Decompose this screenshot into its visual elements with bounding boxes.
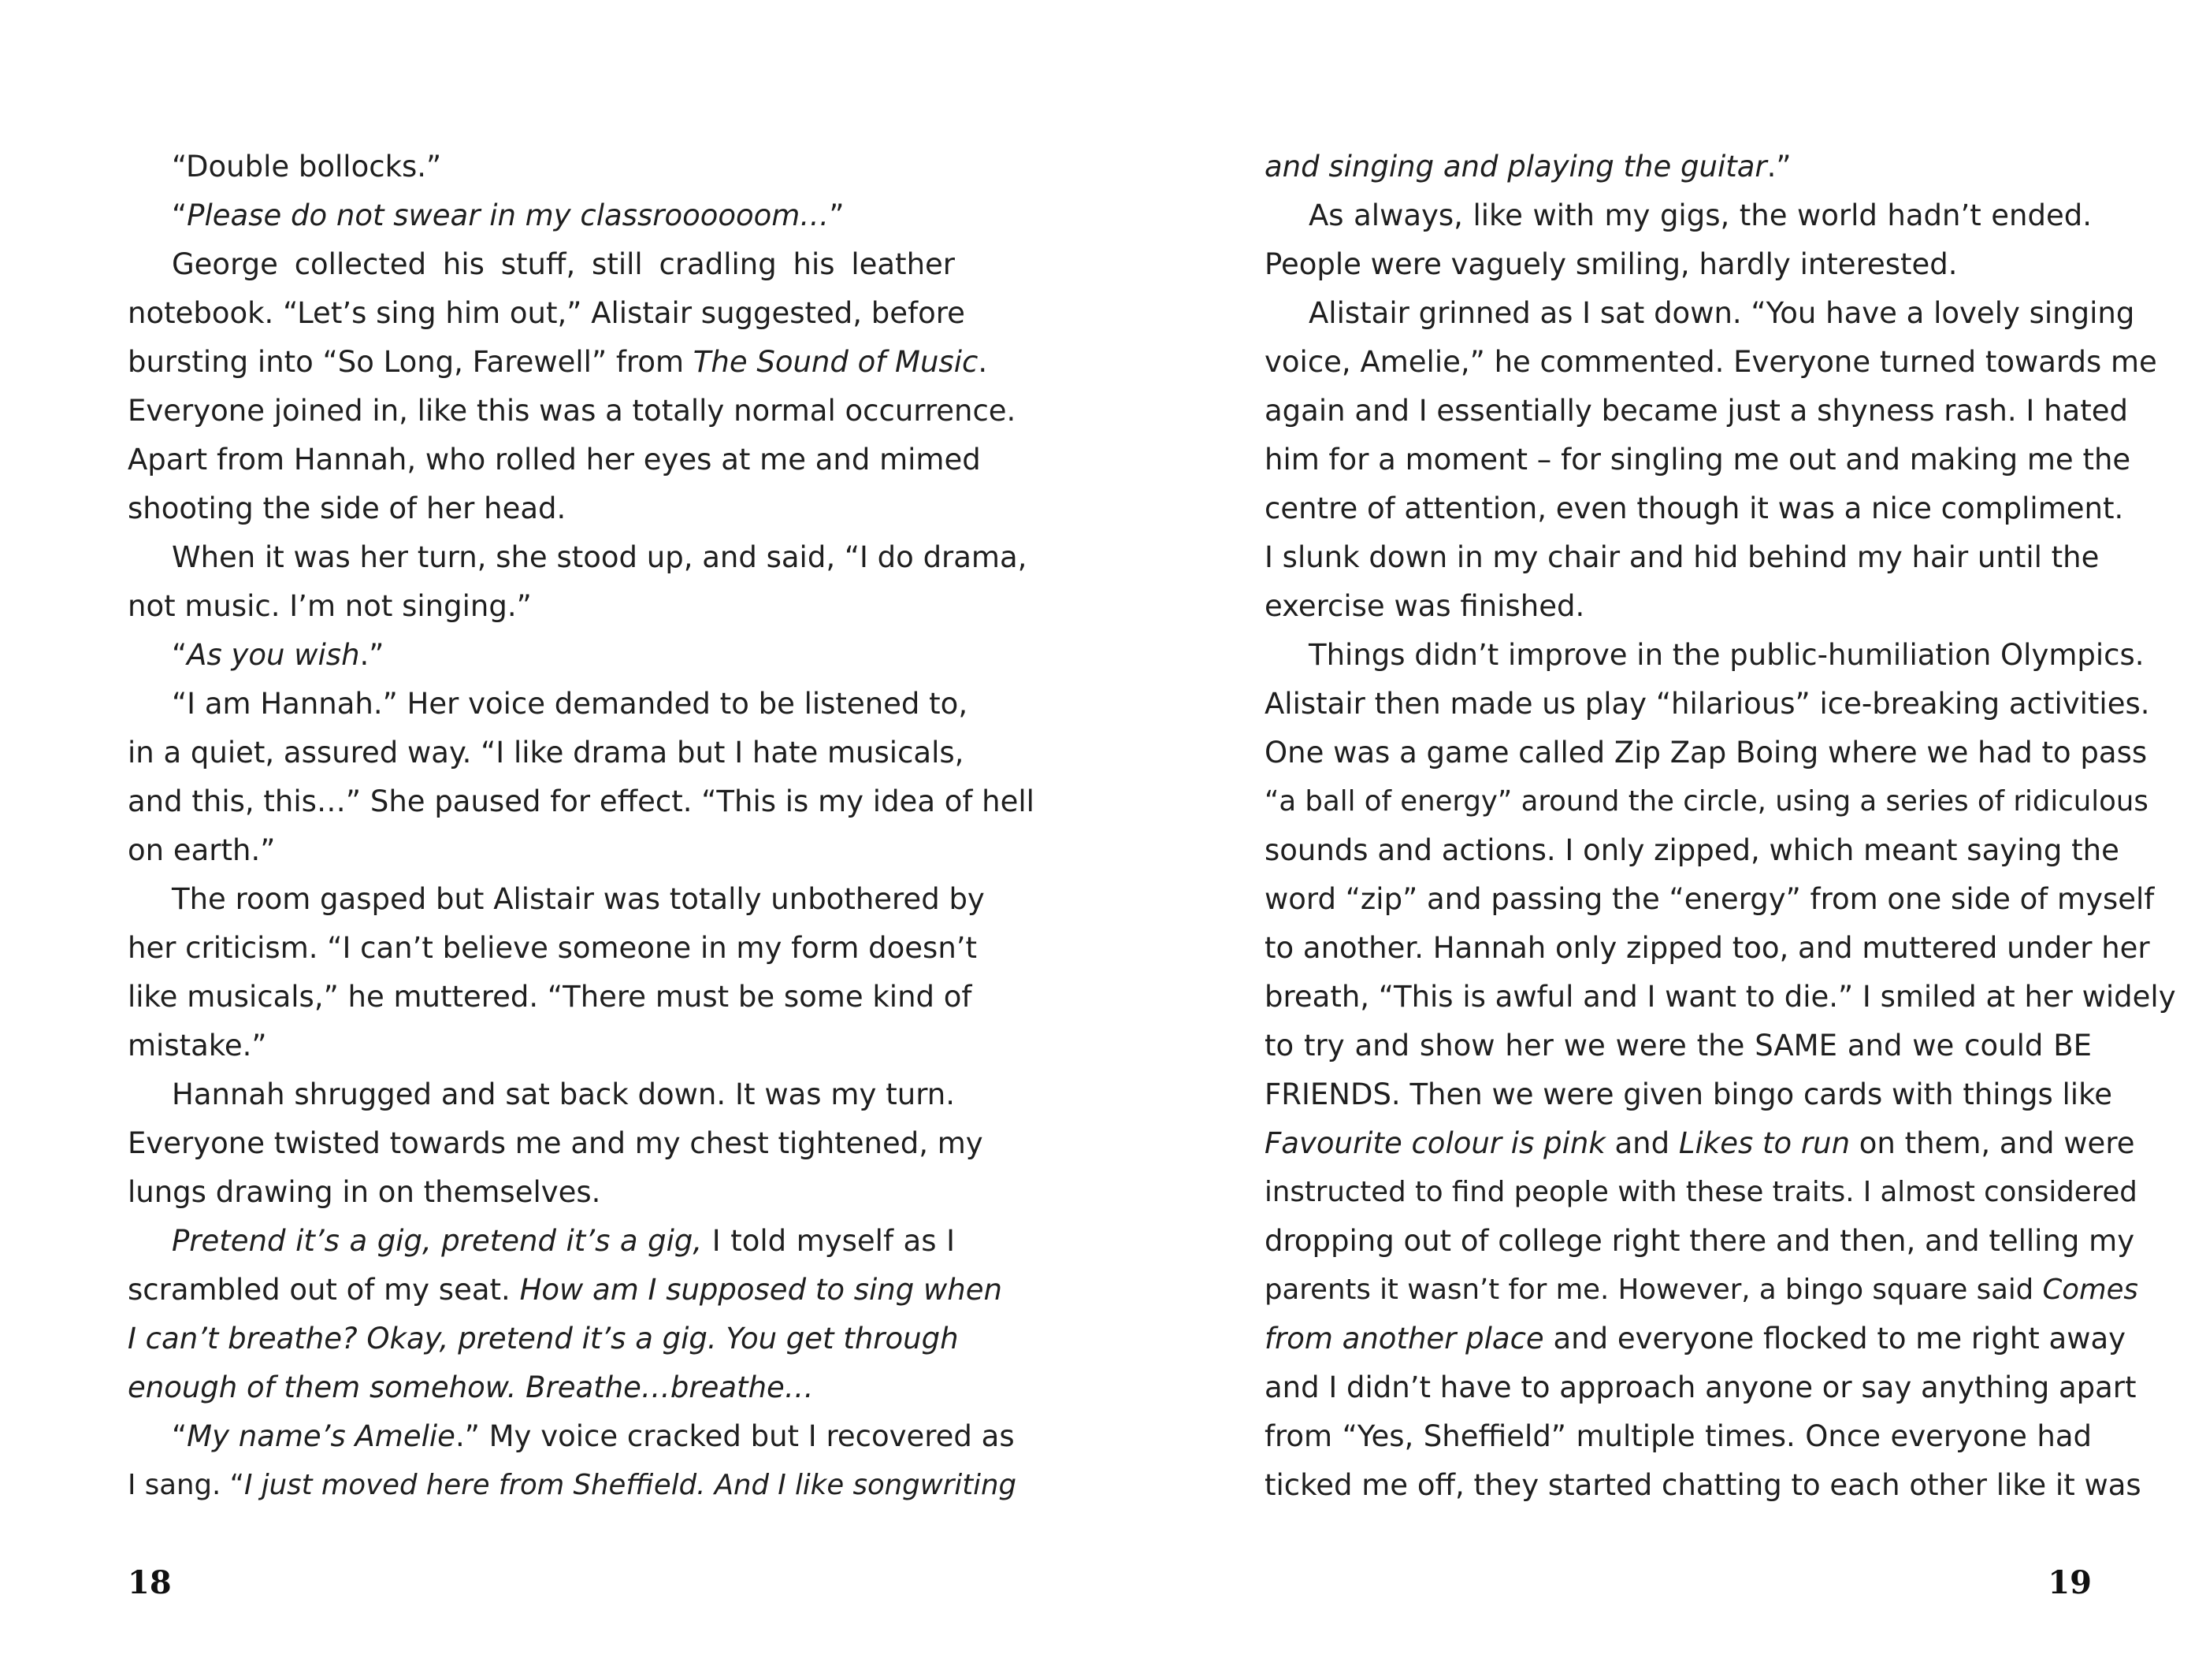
text-run: dropping out of college right there and then, and telling my bbox=[1265, 1224, 2135, 1258]
text-line bbox=[128, 436, 981, 484]
text-line bbox=[128, 777, 1034, 826]
text-run: Alistair grinned as I sat down. “You have a lovely singing bbox=[1309, 296, 2135, 330]
text-run: Things didn’t improve in the public-humiliation Olympics. bbox=[1309, 638, 2145, 672]
text-line bbox=[128, 240, 955, 289]
text-run: exercise was finished. bbox=[1265, 589, 1585, 623]
text-line bbox=[1265, 924, 2150, 973]
text-line bbox=[1265, 484, 2124, 533]
text-run: breath, “This is awful and I want to die.” I smiled at her widely bbox=[1265, 980, 2176, 1014]
text-line bbox=[128, 1412, 1015, 1461]
text-line bbox=[1265, 289, 2135, 338]
text-line bbox=[1265, 680, 2150, 729]
italic-text-run: I just moved here from Sheffield. And I like songwriting bbox=[244, 1469, 1017, 1501]
text-run: I sang. “ bbox=[128, 1469, 244, 1501]
italic-text-run: Please do not swear in my classroooooom… bbox=[187, 198, 830, 232]
text-line bbox=[1265, 436, 2131, 484]
text-line bbox=[1265, 1363, 2137, 1412]
text-run: Everyone joined in, like this was a totally normal occurrence. bbox=[128, 394, 1016, 428]
text-line bbox=[1265, 191, 2092, 240]
text-line bbox=[128, 729, 964, 777]
text-line bbox=[1265, 1315, 2126, 1363]
text-run: The room gasped but Alistair was totally unbothered by bbox=[172, 882, 985, 916]
italic-text-run: enough of them somehow. Breathe…breathe… bbox=[128, 1370, 814, 1404]
text-line bbox=[128, 191, 955, 240]
text-line bbox=[1265, 338, 2157, 387]
text-run: As always, like with my gigs, the world hadn’t ended. bbox=[1309, 198, 2092, 232]
text-line bbox=[1265, 1461, 2141, 1510]
text-run: shooting the side of her head. bbox=[128, 491, 566, 525]
text-line bbox=[128, 1070, 955, 1119]
text-line bbox=[1265, 1070, 2112, 1119]
text-run: Hannah shrugged and sat back down. It was my turn. bbox=[172, 1077, 955, 1111]
text-run: and everyone flocked to me right away bbox=[1543, 1322, 2126, 1355]
text-run: centre of attention, even though it was a nice compliment. bbox=[1265, 491, 2124, 525]
text-run: . bbox=[978, 345, 988, 379]
text-line bbox=[128, 680, 968, 729]
text-line bbox=[1265, 777, 2148, 826]
text-run: like musicals,” he muttered. “There must be some kind of bbox=[128, 980, 972, 1014]
text-line bbox=[128, 533, 1027, 582]
text-run: Alistair then made us play “hilarious” ice-breaking activities. bbox=[1265, 687, 2150, 721]
text-line bbox=[128, 1461, 1017, 1510]
italic-text-run: The Sound of Music bbox=[693, 345, 979, 379]
text-line bbox=[1265, 973, 2176, 1022]
text-run: George collected his stuff, still cradling his leather bbox=[172, 247, 955, 281]
text-line bbox=[1265, 1412, 2092, 1461]
page-number: 19 bbox=[2048, 1564, 2092, 1601]
text-run: I told myself as I bbox=[702, 1224, 955, 1258]
page-number: 18 bbox=[128, 1564, 172, 1601]
text-run: lungs drawing in on themselves. bbox=[128, 1175, 601, 1209]
text-line bbox=[128, 387, 1016, 436]
text-run: Everyone twisted towards me and my chest tightened, my bbox=[128, 1126, 983, 1160]
text-line bbox=[128, 143, 955, 191]
text-run: ” bbox=[829, 198, 845, 232]
text-line bbox=[128, 826, 955, 875]
text-line bbox=[128, 973, 972, 1022]
text-run: mistake.” bbox=[128, 1029, 267, 1063]
text-run: her criticism. “I can’t believe someone in my form doesn’t bbox=[128, 931, 978, 965]
text-run: and this, this…” She paused for effect. “This is my idea of hell bbox=[128, 784, 1034, 818]
text-run: in a quiet, assured way. “I like drama but I hate musicals, bbox=[128, 736, 964, 770]
text-line bbox=[128, 875, 985, 924]
text-run: on earth.” bbox=[128, 833, 276, 867]
text-run: again and I essentially became just a shyness rash. I hated bbox=[1265, 394, 2128, 428]
text-line bbox=[1265, 240, 2092, 289]
italic-text-run: from another place bbox=[1265, 1322, 1544, 1355]
text-run: and I didn’t have to approach anyone or say anything apart bbox=[1265, 1370, 2137, 1404]
text-run: .” bbox=[359, 638, 384, 672]
text-run: “Double bollocks.” bbox=[172, 150, 442, 184]
text-line bbox=[128, 1119, 983, 1168]
italic-text-run: My name’s Amelie bbox=[187, 1419, 455, 1453]
text-run: on them, and were bbox=[1850, 1126, 2135, 1160]
text-line bbox=[1265, 533, 2100, 582]
italic-text-run: I can’t breathe? Okay, pretend it’s a gig. You get through bbox=[128, 1322, 959, 1355]
text-run: One was a game called Zip Zap Boing where we had to pass bbox=[1265, 736, 2148, 770]
text-run: word “zip” and passing the “energy” from one side of myself bbox=[1265, 882, 2155, 916]
text-run: parents it wasn’t for me. However, a bingo square said bbox=[1265, 1274, 2043, 1306]
text-run: and bbox=[1605, 1126, 1679, 1160]
text-line bbox=[1265, 1168, 2137, 1217]
italic-text-run: How am I supposed to sing when bbox=[519, 1273, 1002, 1307]
text-run: “I am Hannah.” Her voice demanded to be listened to, bbox=[172, 687, 968, 721]
text-run: Apart from Hannah, who rolled her eyes at me and mimed bbox=[128, 443, 981, 477]
text-line bbox=[1265, 875, 2155, 924]
text-run: “ bbox=[172, 638, 188, 672]
text-line bbox=[1265, 1119, 2135, 1168]
text-line bbox=[128, 1022, 955, 1070]
text-run: .” bbox=[1766, 150, 1792, 184]
text-line bbox=[128, 1266, 1002, 1315]
text-run: ticked me off, they started chatting to each other like it was bbox=[1265, 1468, 2141, 1502]
text-run: “ bbox=[172, 198, 188, 232]
text-run: to try and show her we were the SAME and we could BE bbox=[1265, 1029, 2092, 1063]
text-line bbox=[1265, 826, 2119, 875]
text-line bbox=[128, 338, 988, 387]
text-line bbox=[1265, 1266, 2138, 1315]
left-page-text bbox=[128, 143, 1034, 1510]
text-line bbox=[128, 1168, 955, 1217]
text-run: instructed to find people with these traits. I almost considered bbox=[1265, 1176, 2137, 1208]
text-line bbox=[128, 289, 965, 338]
text-run: I slunk down in my chair and hid behind my hair until the bbox=[1265, 540, 2100, 574]
right-page-text bbox=[1265, 143, 2176, 1510]
text-line bbox=[128, 631, 955, 680]
text-run: scrambled out of my seat. bbox=[128, 1273, 520, 1307]
italic-text-run: Pretend it’s a gig, pretend it’s a gig, bbox=[172, 1224, 703, 1258]
italic-text-run: Favourite colour is pink bbox=[1265, 1126, 1606, 1160]
text-line bbox=[1265, 631, 2145, 680]
text-line bbox=[1265, 1022, 2092, 1070]
text-run: voice, Amelie,” he commented. Everyone turned towards me bbox=[1265, 345, 2157, 379]
text-run: him for a moment – for singling me out and making me the bbox=[1265, 443, 2131, 477]
text-run: “ bbox=[172, 1419, 188, 1453]
text-line bbox=[1265, 729, 2148, 777]
text-run: When it was her turn, she stood up, and said, “I do drama, bbox=[172, 540, 1027, 574]
text-run: People were vaguely smiling, hardly interested. bbox=[1265, 247, 1958, 281]
text-run: FRIENDS. Then we were given bingo cards with things like bbox=[1265, 1077, 2112, 1111]
text-line bbox=[128, 582, 955, 631]
text-line bbox=[128, 1315, 959, 1363]
italic-text-run: and singing and playing the guitar bbox=[1265, 150, 1767, 184]
text-run: notebook. “Let’s sing him out,” Alistair suggested, before bbox=[128, 296, 965, 330]
italic-text-run: Comes bbox=[2042, 1274, 2138, 1306]
text-line bbox=[128, 1363, 955, 1412]
text-run: from “Yes, Sheffield” multiple times. Once everyone had bbox=[1265, 1419, 2092, 1453]
text-line bbox=[128, 1217, 955, 1266]
text-line bbox=[1265, 143, 2092, 191]
italic-text-run: Likes to run bbox=[1678, 1126, 1851, 1160]
text-run: to another. Hannah only zipped too, and muttered under her bbox=[1265, 931, 2150, 965]
italic-text-run: As you wish bbox=[187, 638, 360, 672]
text-run: sounds and actions. I only zipped, which meant saying the bbox=[1265, 833, 2119, 867]
text-line bbox=[1265, 582, 2092, 631]
text-run: bursting into “So Long, Farewell” from bbox=[128, 345, 693, 379]
text-line bbox=[1265, 1217, 2135, 1266]
text-run: “a ball of energy” around the circle, using a series of ridiculous bbox=[1265, 785, 2148, 818]
text-line bbox=[1265, 387, 2128, 436]
text-line bbox=[128, 484, 955, 533]
text-run: .” My voice cracked but I recovered as bbox=[455, 1419, 1015, 1453]
text-run: not music. I’m not singing.” bbox=[128, 589, 532, 623]
text-line bbox=[128, 924, 978, 973]
